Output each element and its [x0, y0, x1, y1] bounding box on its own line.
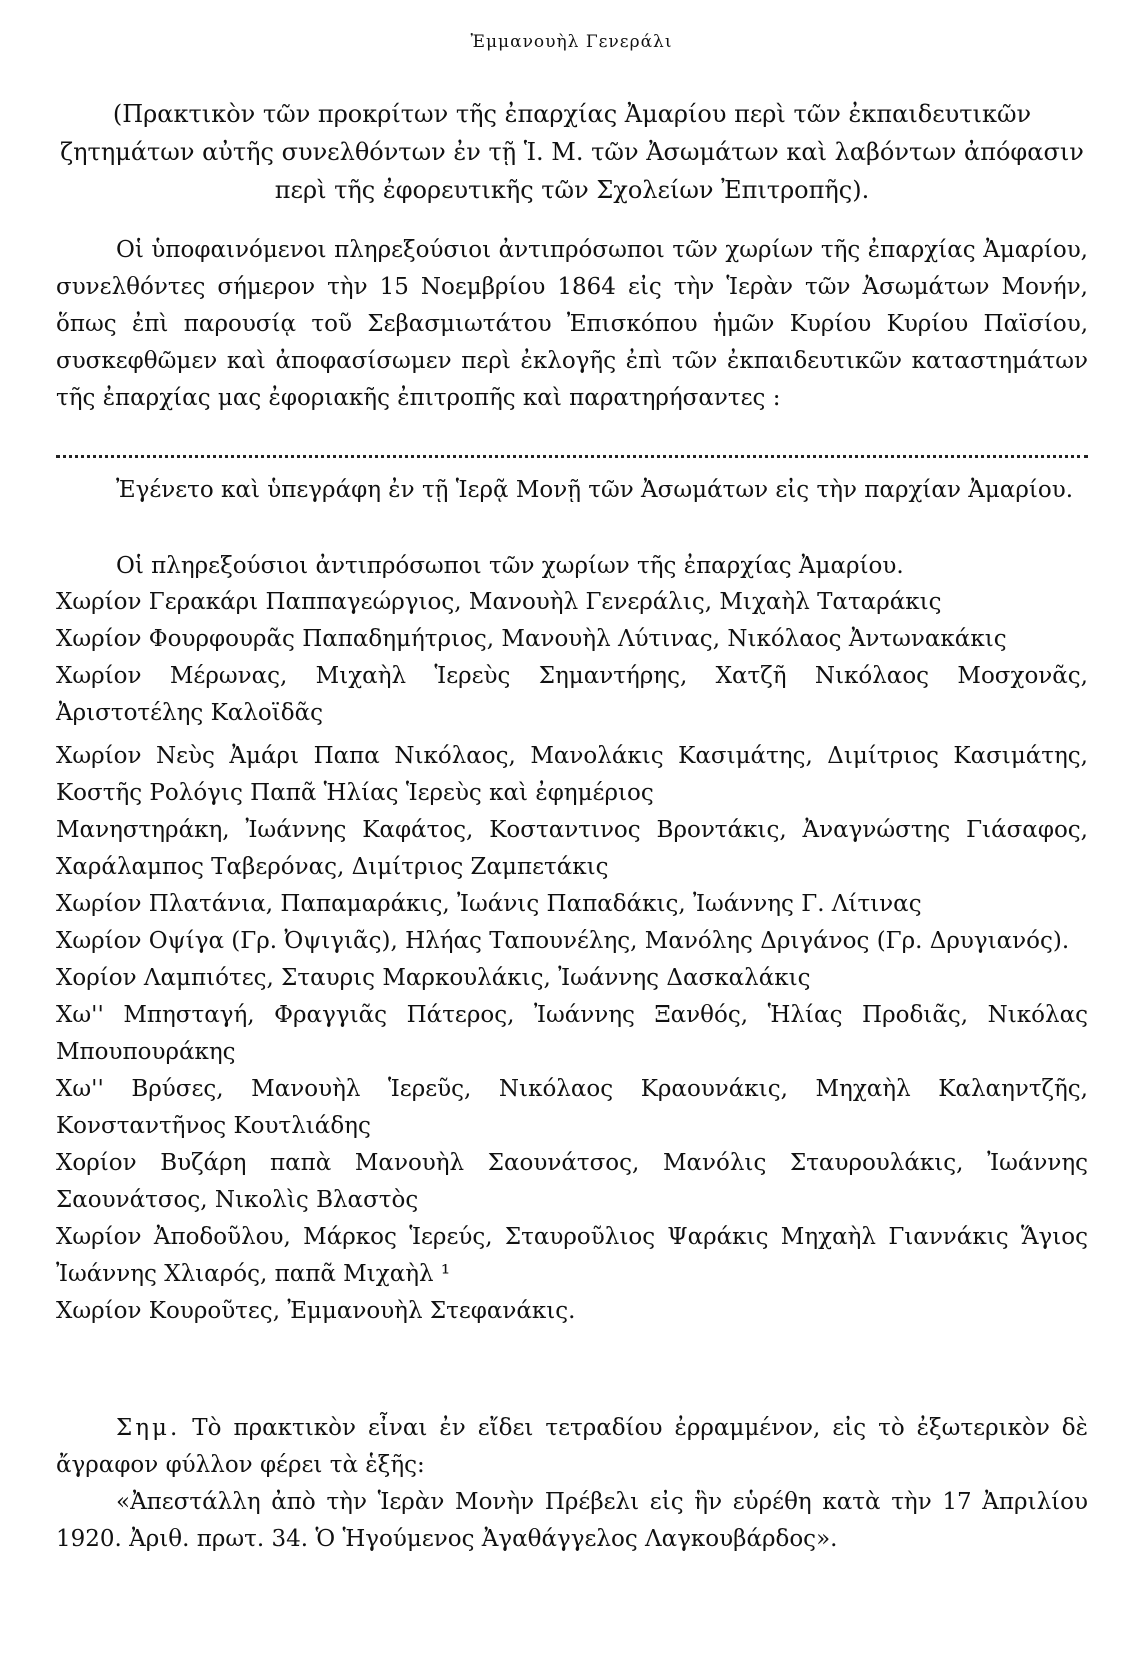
list-item: Μανηστηράκη, Ἰωάννης Καφάτος, Κοσταντινος Βροντάκις, Ἀναγνώστης Γιάσαφος, Χαράλαμπος Ταβερόνας, Διμίτριος Ζαμπετάκις: [56, 817, 1088, 880]
village-list: [56, 584, 1088, 1330]
closing-paragraph: Ἐγένετο καὶ ὑπεγράφη ἐν τῇ Ἱερᾷ Μονῇ τῶν Ἀσωμάτων εἰς τὴν παρχίαν Ἀμαρίου.: [116, 477, 1074, 503]
list-item: Χωρίον Φουρφουρᾶς Παπαδημήτριος, Μανουὴλ Λύτινας, Νικόλαος Ἀντωνακάκις: [56, 626, 1007, 652]
list-item: Χορίον Βυζάρη παπὰ Μανουὴλ Σαουνάτσος, Μανόλις Σταυρουλάκις, Ἰωάννης Σαουνάτσος, Νικολὶς Βλαστὸς: [56, 1150, 1088, 1213]
list-item: Χορίον Λαμπιότες, Σταυρις Μαρκουλάκις, Ἰωάννης Δασκαλάκις: [56, 965, 811, 991]
list-item: Χωρίον Κουροῦτες, Ἐμμανουὴλ Στεφανάκις.: [56, 1298, 576, 1324]
list-item: Χω'' Μπησταγή, Φραγγιᾶς Πάτερος, Ἰωάννης Ξανθός, Ἡλίας Προδιᾶς, Νικόλας Μπουπουράκης: [56, 1002, 1088, 1065]
list-item: Χωρίον Ἀποδοῦλου, Μάρκος Ἱερεύς, Σταυροῦλιος Ψαράκις Μηχαὴλ Γιαννάκις Ἅγιος Ἰωάννης Χλιαρός, παπᾶ Μιχαὴλ ¹: [56, 1224, 1088, 1287]
document-heading: (Πρακτικὸν τῶν προκρίτων τῆς ἐπαρχίας Ἀμαρίου περὶ τῶν ἐκπαιδευτικῶν ζητημάτων αὐτῆς συνελθόντων ἐν τῇ Ἱ. Μ. τῶν Ἀσωμάτων καὶ λαβόντων ἀπόφασιν περὶ τῆς ἐφορευτικῆς τῶν Σχολείων Ἐπιτροπῆς).: [60, 100, 1084, 204]
list-item: Χωρίον Γερακάρι Παππαγεώργιος, Μανουὴλ Γενεράλις, Μιχαὴλ Ταταράκις: [56, 589, 942, 615]
representatives-title: Οἱ πληρεξούσιοι ἀντιπρόσωποι τῶν χωρίων τῆς ἐπαρχίας Ἀμαρίου.: [116, 553, 904, 579]
list-item: Χωρίον Πλατάνια, Παπαμαράκις, Ἰωάνις Παπαδάκις, Ἰωάννης Γ. Λίτινας: [56, 891, 922, 917]
list-item: Χωρίον Οψίγα (Γρ. Ὀψιγιᾶς), Ηλήας Ταπουνέλης, Μανόλης Δριγάνος (Γρ. Δρυγιανός).: [56, 928, 1070, 954]
ellipsis-divider: [56, 455, 1088, 468]
list-item: Χωρίον Μέρωνας, Μιχαὴλ Ἱερεὺς Σημαντήρης, Χατζῆ Νικόλαος Μοσχονᾶς, Ἀριστοτέλης Καλοϊδᾶς: [56, 663, 1088, 726]
list-item: Χωρίον Νεὺς Ἀμάρι Παπα Νικόλαος, Μανολάκις Κασιμάτης, Διμίτριος Κασιμάτης, Κοστῆς Ρολόγις Παπᾶ Ἡλίας Ἱερεὺς καὶ ἐφημέριος: [56, 743, 1088, 806]
note-text: Τὸ πρακτικὸν εἶναι ἐν εἴδει τετραδίου ἐρραμμένον, εἰς τὸ ἐξωτερικὸν δὲ ἄγραφον φύλλον φέρει τὰ ἑξῆς:: [56, 1415, 1088, 1478]
note-label: Σημ.: [116, 1415, 181, 1441]
footnote-paragraph: [56, 1410, 1088, 1484]
quoted-text: «Ἀπεστάλλη ἀπὸ τὴν Ἱερὰν Μονὴν Πρέβελι εἰς ἣν εὑρέθη κατὰ τὴν 17 Ἀπριλίου 1920. Ἀριθ. πρωτ. 34. Ὁ Ἡγούμενος Ἀγαθάγγελος Λαγκουβάρδος».: [56, 1489, 1088, 1552]
main-paragraph: Οἱ ὑποφαινόμενοι πληρεξούσιοι ἀντιπρόσωποι τῶν χωρίων τῆς ἐπαρχίας Ἀμαρίου, συνελθόντες σήμερον τὴν 15 Νοεμβρίου 1864 εἰς τὴν Ἱερὰν τῶν Ἀσωμάτων Μονήν, ὅπως ἐπὶ παρουσίᾳ τοῦ Σεβασμιωτάτου Ἐπισκόπου ἡμῶν Κυρίου Κυρίου Παϊσίου, συσκεφθῶμεν καὶ ἀποφασίσωμεν περὶ ἐκλογῆς ἐπὶ τῶν ἐκπαιδευτικῶν καταστημάτων τῆς ἐπαρχίας μας ἐφοριακῆς ἐπιτροπῆς καὶ παρατηρήσαντες :: [56, 237, 1088, 411]
running-head: Ἐμμανουὴλ Γενεράλι: [470, 32, 673, 52]
list-item: Χω'' Βρύσες, Μανουὴλ Ἱερεῦς, Νικόλαος Κραουνάκις, Μηχαὴλ Καλαηντζῆς, Κονσταντῆνος Κουτλιάδης: [56, 1076, 1088, 1139]
